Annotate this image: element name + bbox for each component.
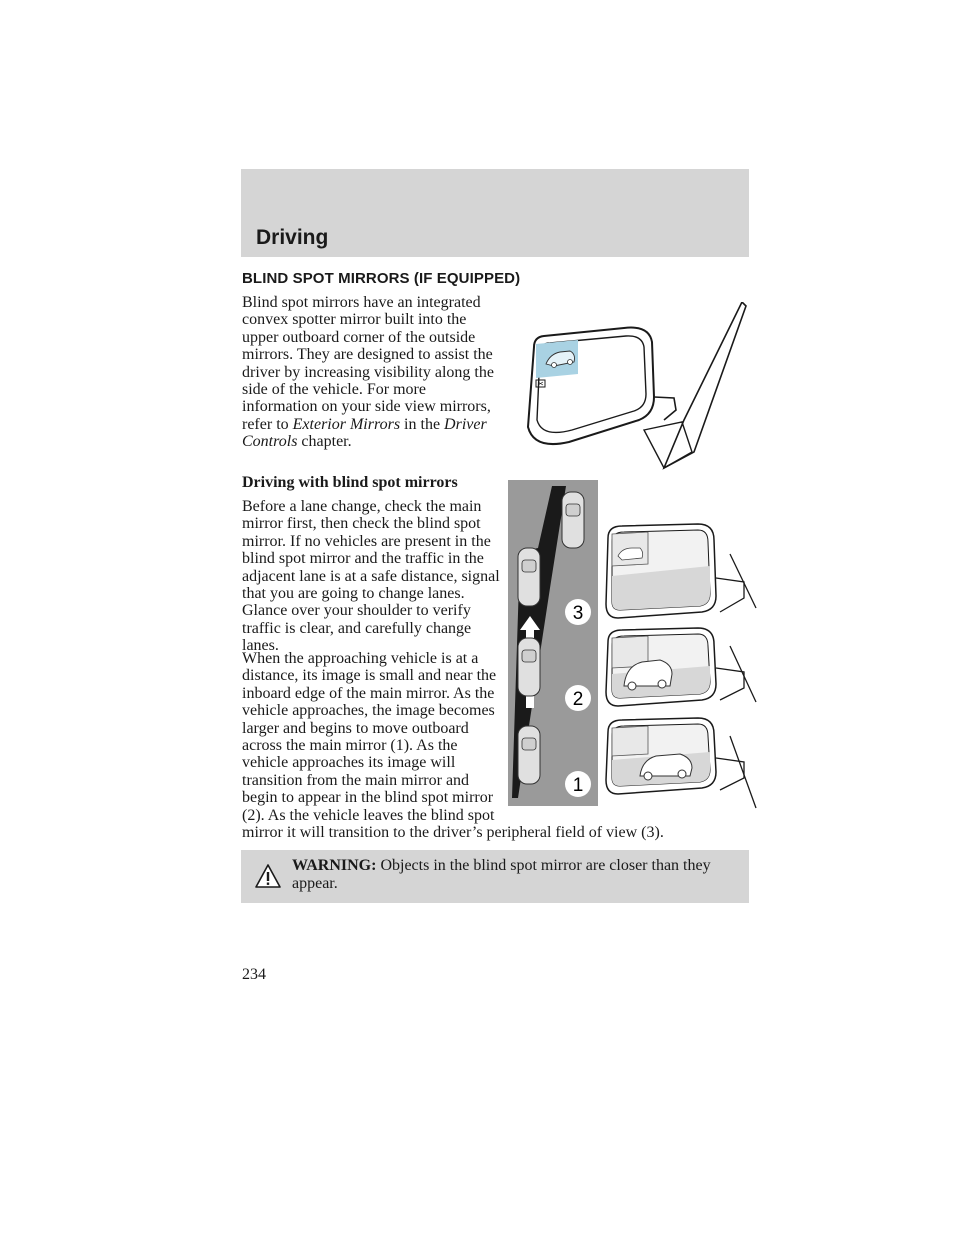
chapter-title: Driving [256, 226, 329, 249]
car-icon [518, 548, 540, 606]
blind-spot-mirror-illustration [514, 302, 754, 474]
page-number: 234 [242, 966, 266, 983]
driver-controls-ref: Driver Controls [242, 415, 487, 451]
mirror-panel [606, 524, 744, 618]
blind-spot-sequence-illustration [508, 478, 758, 834]
warning-triangle-icon [254, 863, 282, 889]
step-label-2: 2 [572, 689, 584, 710]
paragraph3-wide: mirror it will transition to the driver’s peripheral field of view (3). [242, 824, 664, 842]
exterior-mirrors-ref: Exterior Mirrors [292, 415, 401, 433]
mirror-panel [606, 628, 744, 706]
step-label-1: 1 [572, 775, 584, 796]
warning-label: WARNING: [292, 857, 377, 874]
paragraph3-narrow: When the approaching vehicle is at a distance, its image is small and near the inboard edge of the main mirror. As the vehicle approaches, the image becomes larger and begins to move outboard across the main mirror (1). As the vehicle approaches its image will transition from the main mirror and begin to appear in the blind spot mirror (2). As the vehicle leaves the blind spot [242, 650, 497, 824]
car-icon [518, 726, 540, 784]
warning-text: WARNING: Objects in the blind spot mirror are closer than they appear. [292, 857, 711, 892]
car-icon [518, 638, 540, 696]
section-heading: BLIND SPOT MIRRORS (IF EQUIPPED) [242, 270, 521, 287]
mirror-panel [606, 718, 744, 794]
intro-paragraph: Blind spot mirrors have an integrated convex spotter mirror built into the upper outboard corner of the outside mirrors. They are designed to assist the driver by increasing visibility along the side of the vehicle. For more information on your side view mirrors, refer to Exterior Mirrors in the Driver Controls chapter. [242, 294, 494, 451]
subsection-heading: Driving with blind spot mirrors [242, 474, 458, 491]
step-label-3: 3 [572, 603, 584, 624]
car-icon [562, 492, 584, 548]
lane-change-paragraph: Before a lane change, check the main mirror first, then check the blind spot mirror. If no vehicles are present in the blind spot mirror and the traffic in the adjacent lane is at a safe distance, signal that you are going to change lanes. Glance over your shoulder to verify traffic is clear, and carefully change lanes. [242, 498, 500, 655]
